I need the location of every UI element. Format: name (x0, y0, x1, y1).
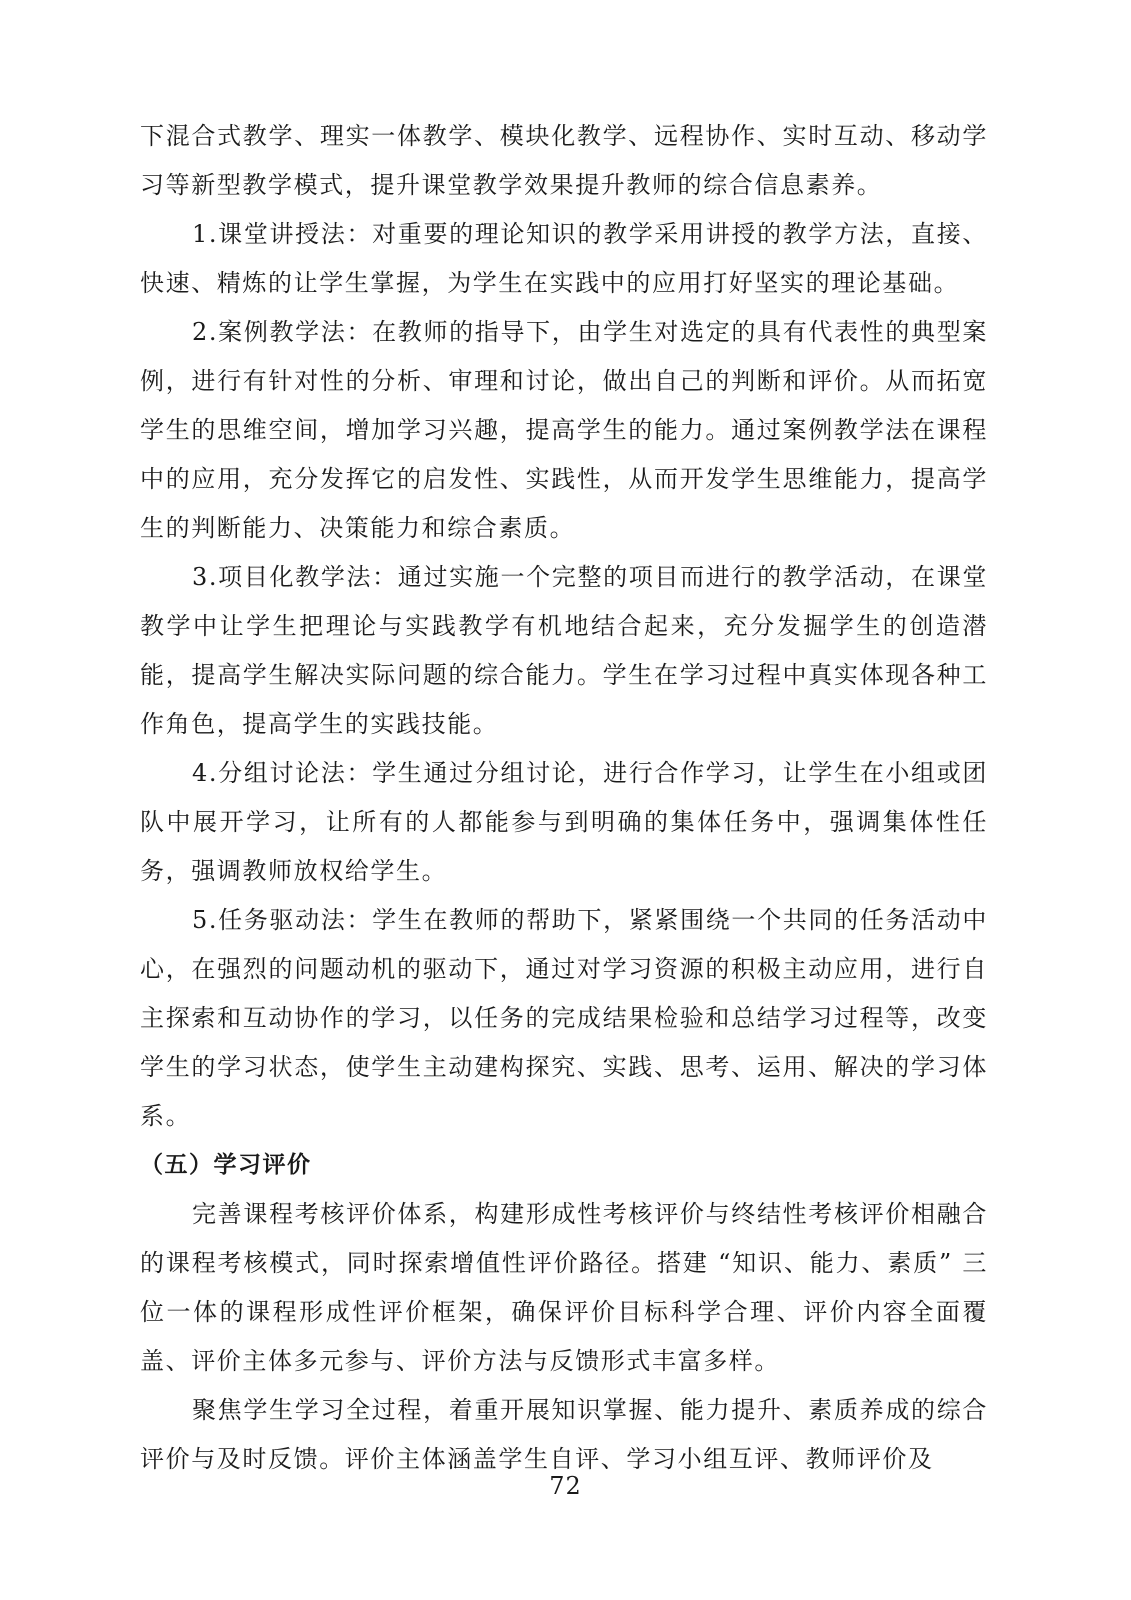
page-body (140, 112, 988, 1484)
paragraph-evaluation-process: 聚焦学生学习全过程，着重开展知识掌握、能力提升、素质养成的综合评价与及时反馈。评价主体涵盖学生自评、学习小组互评、教师评价及 (140, 1396, 988, 1473)
paragraph-evaluation-system: 完善课程考核评价体系，构建形成性考核评价与终结性考核评价相融合的课程考核模式，同时探索增值性评价路径。搭建 “知识、能力、素质” 三位一体的课程形成性评价框架，确保评价目标科学合理、评价内容全面覆盖、评价主体多元参与、评价方法与反馈形式丰富多样。 (140, 1200, 988, 1375)
paragraph-project-method: 3.项目化教学法：通过实施一个完整的项目而进行的教学活动，在课堂教学中让学生把理论与实践教学有机地结合起来，充分发掘学生的创造潜能，提高学生解决实际问题的综合能力。学生在学习过程中真实体现各种工作角色，提高学生的实践技能。 (140, 563, 988, 738)
paragraph-task-driven-method: 5.任务驱动法：学生在教师的帮助下，紧紧围绕一个共同的任务活动中心，在强烈的问题动机的驱动下，通过对学习资源的积极主动应用，进行自主探索和互动协作的学习，以任务的完成结果检验和总结学习过程等，改变学生的学习状态，使学生主动建构探究、实践、思考、运用、解决的学习体系。 (140, 906, 988, 1130)
paragraph-intro-continued: 下混合式教学、理实一体教学、模块化教学、远程协作、实时互动、移动学习等新型教学模式，提升课堂教学效果提升教师的综合信息素养。 (140, 122, 988, 199)
paragraph-case-method: 2.案例教学法：在教师的指导下，由学生对选定的具有代表性的典型案例，进行有针对性的分析、审理和讨论，做出自己的判断和评价。从而拓宽学生的思维空间，增加学习兴趣，提高学生的能力。通过案例教学法在课程中的应用，充分发挥它的启发性、实践性，从而开发学生思维能力，提高学生的判断能力、决策能力和综合素质。 (140, 318, 988, 542)
paragraph-group-discussion-method: 4.分组讨论法：学生通过分组讨论，进行合作学习，让学生在小组或团队中展开学习，让所有的人都能参与到明确的集体任务中，强调集体性任务，强调教师放权给学生。 (140, 759, 988, 885)
paragraph-lecture-method: 1.课堂讲授法：对重要的理论知识的教学采用讲授的教学方法，直接、快速、精炼的让学生掌握，为学生在实践中的应用打好坚实的理论基础。 (140, 220, 988, 297)
section-heading: （五）学习评价 (140, 1152, 312, 1178)
page-number: 72 (549, 1472, 582, 1500)
